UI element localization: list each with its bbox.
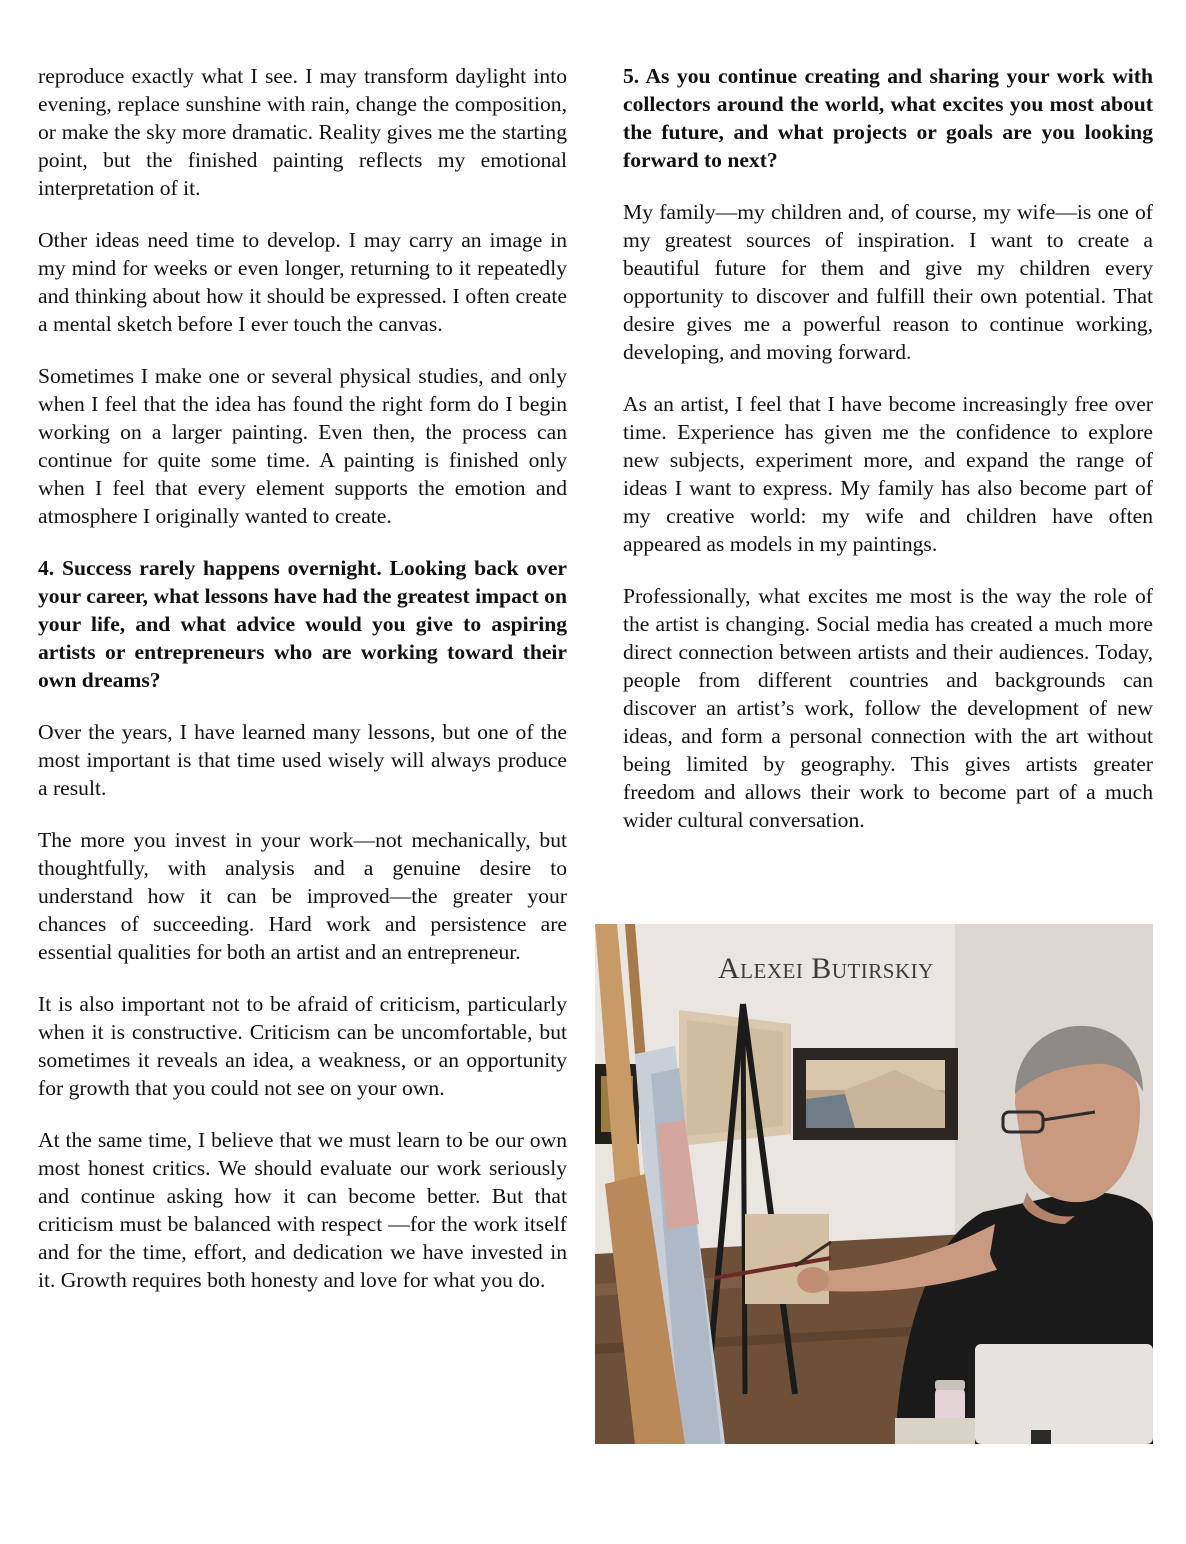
answer-paragraph: The more you invest in your work—not mechanically, but thoughtfully, with analysis and a genuine desire to understand how it can be improved—the greater your chances of succeeding. Hard work and persistence are essential qualities for both an artist and an entrepreneur. [38,828,567,964]
interview-question: 5. As you continue creating and sharing your work with collectors around the world, what excites you most about the future, and what projects or goals are you looking forward to next? [623,64,1153,172]
jar-lid [935,1380,965,1390]
answer-paragraph: My family—my children and, of course, my wife—is one of my greatest sources of inspiration. I want to create a beautiful future for them and give my children every opportunity to discover and fulfill their own potential. That desire gives me a powerful reason to continue working, developing, and moving forward. [623,200,1153,364]
artist-photo [595,924,1153,1444]
answer-paragraph: Sometimes I make one or several physical studies, and only when I feel that the idea has found the right form do I begin working on a larger painting. Even then, the process can continue for quite some time. A painting is finished only when I feel that every element supports the emotion and atmosphere I originally wanted to create. [38,364,567,528]
interview-question: 4. Success rarely happens overnight. Looking back over your career, what lessons have had the greatest impact on your life, and what advice would you give to aspiring artists or entrepreneurs who are working toward their own dreams? [38,556,567,692]
answer-paragraph: reproduce exactly what I see. I may transform daylight into evening, replace sunshine with rain, change the composition, or make the sky more dramatic. Reality gives me the starting point, but the finished painting reflects my emotional interpretation of it. [38,64,567,200]
left-column [38,62,567,1318]
laptop-screen [975,1344,1153,1444]
gallery-sign: Alexei Butirskiy [718,952,934,985]
answer-paragraph: It is also important not to be afraid of criticism, particularly when it is constructive. Criticism can be uncomfortable, but sometimes it reveals an idea, a weakness, or an opportunity for growth that you could not see on your own. [38,992,567,1100]
black-easel-leg [743,1004,745,1394]
paint-box [895,1418,975,1444]
answer-paragraph: Over the years, I have learned many lessons, but one of the most important is that time used wisely will always produce a result. [38,720,567,800]
laptop-detail [1031,1430,1051,1444]
hand [797,1267,829,1293]
artist-painting-scene [595,924,1153,1444]
answer-paragraph: Other ideas need time to develop. I may carry an image in my mind for weeks or even longer, returning to it repeatedly and thinking about how it should be expressed. I often create a mental sketch before I ever touch the canvas. [38,228,567,336]
answer-paragraph: As an artist, I feel that I have become increasingly free over time. Experience has given me the confidence to explore new subjects, experiment more, and expand the range of ideas I want to express. My family has also become part of my creative world: my wife and children have often appeared as models in my paintings. [623,392,1153,556]
right-column [623,62,1153,858]
answer-paragraph: Professionally, what excites me most is the way the role of the artist is changing. Social media has created a much more direct connection between artists and their audiences. Today, people from different countries and backgrounds can discover an artist’s work, follow the development of new ideas, and form a personal connection with the art without being limited by geography. This gives artists greater freedom and allows their work to become part of a much wider cultural conversation. [623,584,1153,832]
answer-paragraph: At the same time, I believe that we must learn to be our own most honest critics. We should evaluate our work seriously and continue asking how it can become better. But that criticism must be balanced with respect —for the work itself and for the time, effort, and dedication we have invested in it. Growth requires both honesty and love for what you do. [38,1128,567,1292]
